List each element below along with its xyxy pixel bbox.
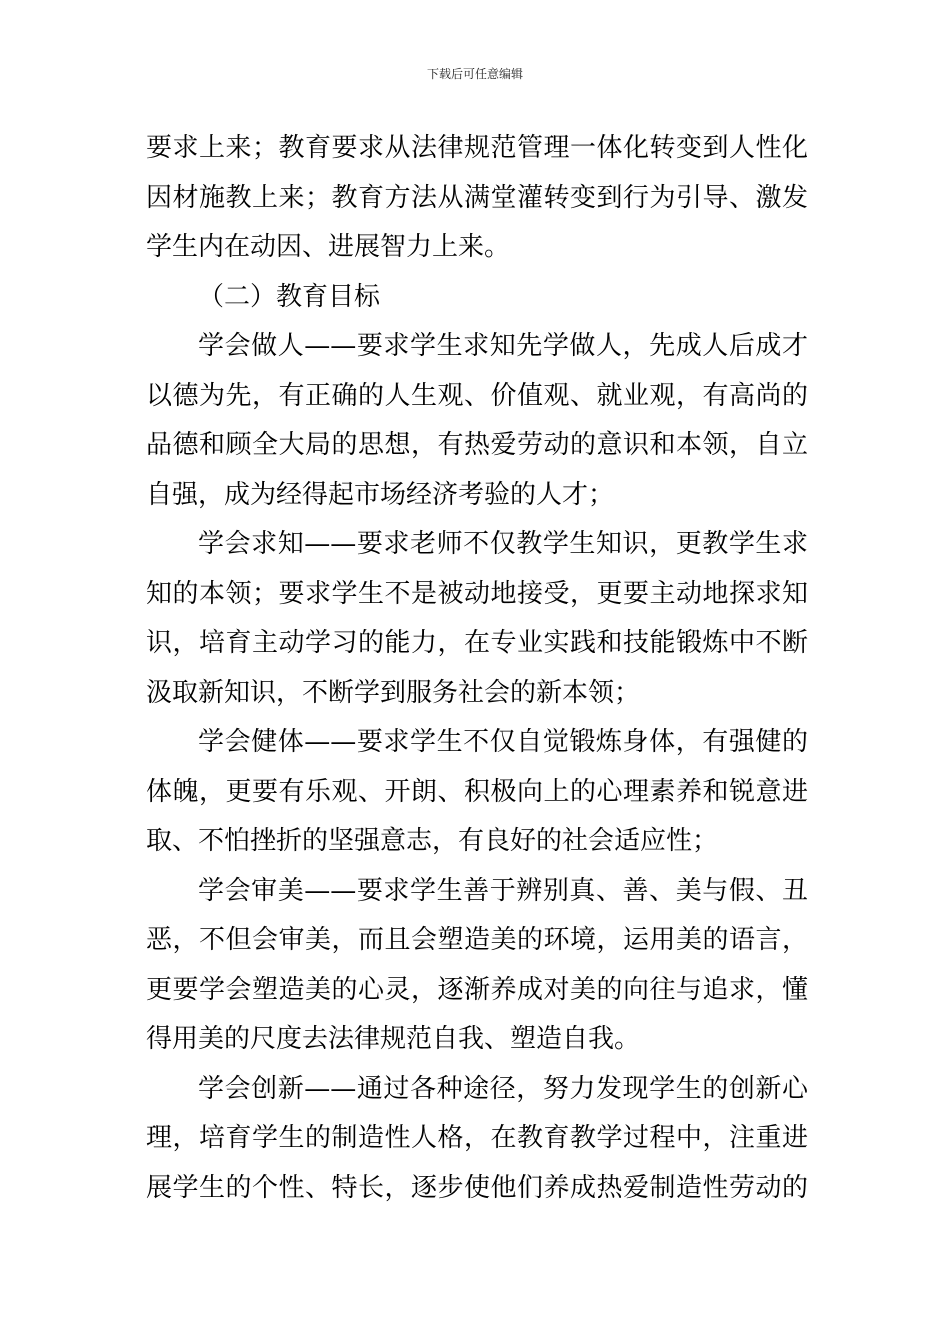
text-line: 要求上来；教育要求从法律规范管理一体化转变到人性化	[146, 133, 808, 163]
text-line: 知的本领；要求学生不是被动地接受，更要主动地探求知	[146, 578, 808, 609]
paragraph-learn-aesthetics	[146, 867, 808, 1065]
text-line: 恶，不但会审美，而且会塑造美的环境，运用美的语言，	[146, 925, 808, 955]
text-line: 自强，成为经得起市场经济考验的人才；	[146, 479, 615, 510]
text-line: 学会健体——要求学生不仅自觉锻炼身体，有强健的	[198, 727, 808, 757]
paragraph-intro	[146, 124, 808, 273]
paragraph-learn-to-know	[146, 520, 808, 718]
document-body	[146, 124, 808, 1213]
text-line: 理，培育学生的制造性人格，在教育教学过程中，注重进	[146, 1123, 808, 1153]
text-line: 学会创新——通过各种途径，努力发现学生的创新心	[198, 1073, 808, 1104]
text-line: 取、不怕挫折的坚强意志，有良好的社会适应性；	[146, 826, 719, 856]
text-line: 得用美的尺度去法律规范自我、塑造自我。	[146, 1024, 641, 1054]
text-line: 展学生的个性、特长，逐步使他们养成热爱制造性劳动的	[146, 1172, 808, 1203]
text-line: 识，培育主动学习的能力，在专业实践和技能锻炼中不断	[146, 628, 808, 658]
text-line: 学会做人——要求学生求知先学做人，先成人后成才	[198, 331, 808, 361]
paragraph-learn-to-be	[146, 322, 808, 520]
section-heading-text: （二）教育目标	[198, 281, 381, 312]
text-line: 学会求知——要求老师不仅教学生知识，更教学生求	[198, 529, 808, 559]
text-line: 汲取新知识，不断学到服务社会的新本领；	[146, 677, 641, 708]
paragraph-learn-innovation	[146, 1065, 808, 1214]
text-line: 学会审美——要求学生善于辨别真、善、美与假、丑	[198, 875, 808, 906]
text-line: 更要学会塑造美的心灵，逐渐养成对美的向往与追求，懂	[146, 974, 808, 1005]
text-line: 体魄，更要有乐观、开朗、积极向上的心理素养和锐意进	[146, 776, 808, 807]
text-line: 学生内在动因、进展智力上来。	[146, 232, 511, 262]
page-header-note: 下载后可任意编辑	[426, 67, 523, 81]
section-heading	[146, 273, 808, 323]
text-line: 以德为先，有正确的人生观、价值观、就业观，有高尚的	[146, 380, 808, 411]
text-line: 因材施教上来；教育方法从满堂灌转变到行为引导、激发	[146, 182, 808, 213]
text-line: 品德和顾全大局的思想，有热爱劳动的意识和本领，自立	[146, 430, 808, 460]
paragraph-learn-fitness	[146, 718, 808, 867]
